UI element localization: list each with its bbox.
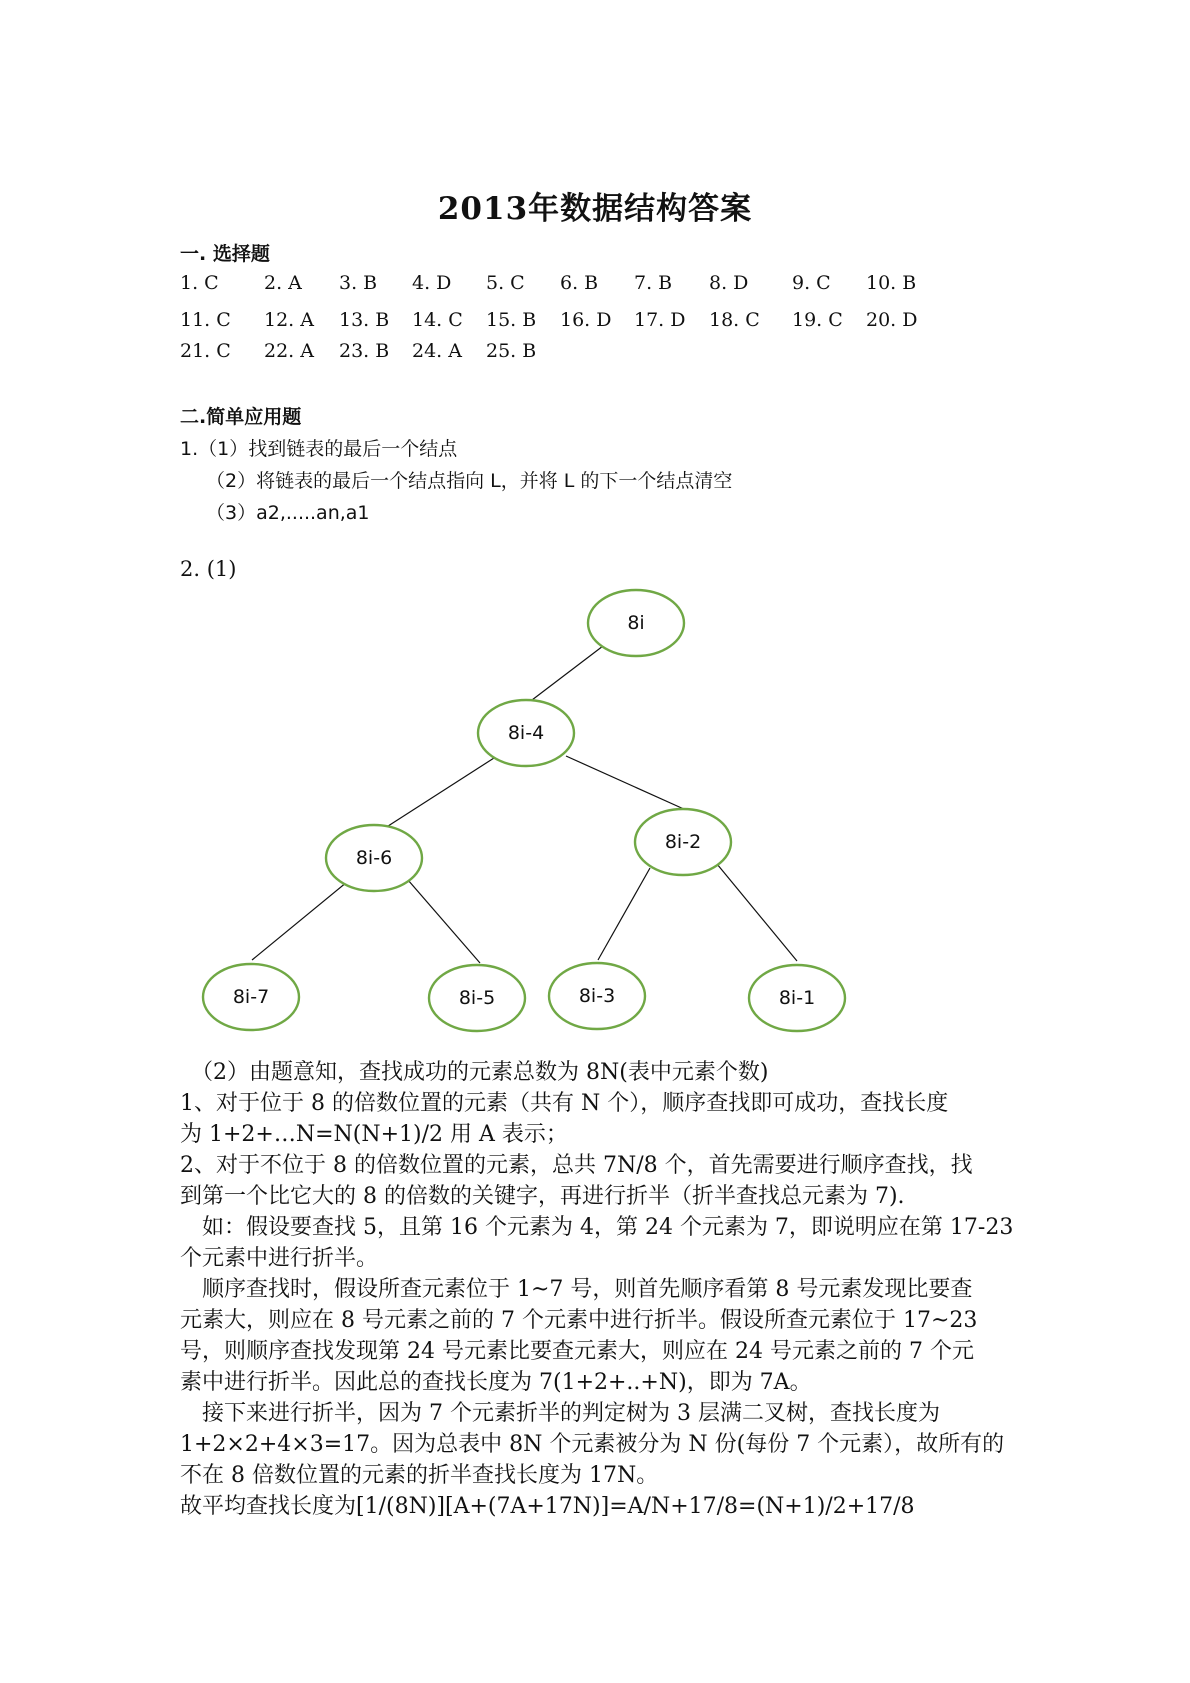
answer-item: 22. A [264, 340, 314, 362]
answer-item: 25. B [486, 340, 537, 362]
tree-edge [408, 880, 480, 963]
q2-label: 2. (1) [180, 557, 237, 581]
answer-item: 9. C [792, 272, 831, 294]
answer-item: 12. A [264, 309, 314, 331]
answer-item: 21. C [180, 340, 231, 362]
paragraph-line: 1+2×2+4×3=17。因为总表中 8N 个元素被分为 N 份(每份 7 个元素），故所有的 [180, 1432, 1005, 1457]
paragraph-line: 个元素中进行折半。 [180, 1246, 379, 1271]
answer-item: 24. A [412, 340, 462, 362]
answer-item: 11. C [180, 309, 231, 331]
paragraph-line: 素中进行折半。因此总的查找长度为 7(1+2+..+N)，即为 7A。 [180, 1370, 812, 1395]
section-choice-heading: 一. 选择题 [180, 243, 270, 265]
answer-item: 17. D [634, 309, 686, 331]
tree-edge [598, 868, 650, 960]
paragraph-line: 元素大，则应在 8 号元素之前的 7 个元素中进行折半。假设所查元素位于 17~23 [180, 1308, 978, 1333]
q2-explanation [180, 1057, 1014, 1522]
paragraph-line: 1、对于位于 8 的倍数位置的元素（共有 N 个），顺序查找即可成功，查找长度 [180, 1091, 949, 1116]
q1-part3: （3）a2,.....an,a1 [206, 502, 370, 524]
tree-edge [566, 756, 686, 810]
tree-node-label: 8i [627, 612, 645, 634]
answer-item: 8. D [709, 272, 749, 294]
answer-item: 16. D [560, 309, 612, 331]
tree-node-label: 8i-3 [578, 985, 616, 1007]
answer-item: 6. B [560, 272, 599, 294]
tree-node-label: 8i-5 [458, 987, 496, 1009]
answer-item: 7. B [634, 272, 673, 294]
answer-item: 23. B [339, 340, 390, 362]
answer-item: 13. B [339, 309, 390, 331]
tree-edge [532, 646, 603, 700]
tree-node-label: 8i-1 [778, 987, 816, 1009]
answer-item: 20. D [866, 309, 918, 331]
q1-part2: （2）将链表的最后一个结点指向 L，并将 L 的下一个结点清空 [206, 470, 733, 492]
paragraph-line: 号，则顺序查找发现第 24 号元素比要查元素大，则应在 24 号元素之前的 7 个元 [180, 1339, 974, 1364]
answer-item: 1. C [180, 272, 219, 294]
paragraph-line: 接下来进行折半，因为 7 个元素折半的判定树为 3 层满二叉树，查找长度为 [180, 1401, 940, 1426]
paragraph-line: 如：假设要查找 5，且第 16 个元素为 4，第 24 个元素为 7，即说明应在第 17-23 [180, 1215, 1014, 1240]
document-title: 2013年数据结构答案 [437, 191, 753, 227]
paragraph-line: （2）由题意知，查找成功的元素总数为 8N(表中元素个数) [180, 1060, 769, 1085]
tree-node-label: 8i-7 [232, 986, 270, 1008]
answer-item: 18. C [709, 309, 760, 331]
tree-node-label: 8i-6 [355, 847, 393, 869]
answer-item: 3. B [339, 272, 378, 294]
tree-edge [385, 758, 494, 828]
answer-item: 14. C [412, 309, 463, 331]
tree-edge [252, 882, 347, 960]
answer-item: 5. C [486, 272, 525, 294]
paragraph-line: 2、对于不位于 8 的倍数位置的元素，总共 7N/8 个，首先需要进行顺序查找，找 [180, 1153, 973, 1178]
answer-item: 15. B [486, 309, 537, 331]
paragraph-line: 到第一个比它大的 8 的倍数的关键字，再进行折半（折半查找总元素为 7). [180, 1184, 905, 1209]
answer-item: 4. D [412, 272, 452, 294]
paragraph-line: 为 1+2+…N=N(N+1)/2 用 A 表示； [180, 1122, 568, 1147]
tree-edge [717, 864, 797, 961]
tree-node-label: 8i-2 [664, 831, 702, 853]
section-application-heading: 二.简单应用题 [180, 406, 302, 428]
paragraph-line: 顺序查找时，假设所查元素位于 1~7 号，则首先顺序看第 8 号元素发现比要查 [180, 1277, 973, 1302]
answer-item: 2. A [264, 272, 302, 294]
paragraph-line: 故平均查找长度为[1/(8N)][A+(7A+17N)]=A/N+17/8=(N+1)/2+17/8 [180, 1494, 915, 1519]
answer-item: 10. B [866, 272, 917, 294]
tree-node-label: 8i-4 [507, 722, 545, 744]
q1-part1: 1.（1）找到链表的最后一个结点 [180, 438, 458, 460]
answer-item: 19. C [792, 309, 843, 331]
paragraph-line: 不在 8 倍数位置的元素的折半查找长度为 17N。 [180, 1463, 659, 1488]
